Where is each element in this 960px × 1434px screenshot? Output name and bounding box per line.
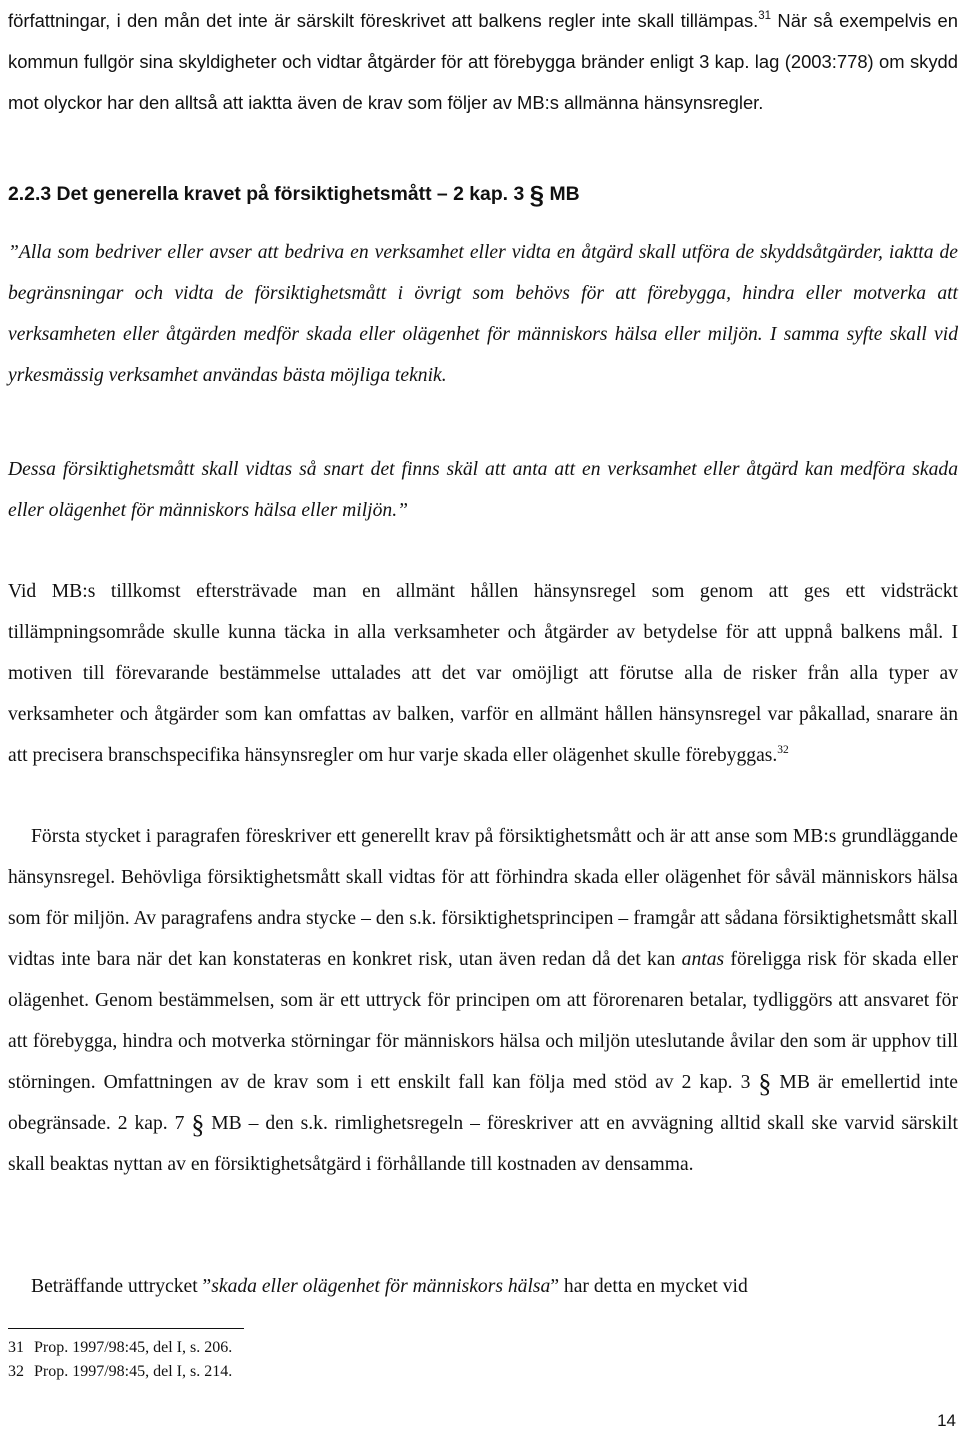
- footnote-ref-31[interactable]: 31: [758, 10, 772, 22]
- heading-text: 2.2.3 Det generella kravet på försiktighetsmått – 2 kap. 3: [8, 183, 530, 205]
- emphasis-text: antas: [681, 949, 725, 970]
- footnotes: [8, 1336, 232, 1384]
- paragraph-text: föreligga risk för skada eller olägenhet. Genom bestämmelsen, som är ett uttryck för principen om att förorenaren betalar, tydliggörs att ansvaret för att förebygga, hindra och motverka störningar för människors hälsa och miljön uteslutande åvilar den som är upphov till störningen. Omfattningen av de krav som i ett enskilt fall kan följa med stöd av 2 kap. 3: [8, 949, 958, 1093]
- paragraph-text: Första stycket i paragrafen föreskriver ett generellt krav på försiktighetsmått och är att anse som MB:s grundläggande hänsynsregel. Behövliga försiktighetsmått skall vidtas för att förhindra skada eller olägenhet för såväl människors hälsa som för miljön. Av paragrafens andra stycke – den s.k. försiktighetsprincipen – framgår att sådana försiktighetsmått skall vidtas inte bara när det kan konstateras en konkret risk, utan även redan då det kan: [8, 826, 958, 970]
- paragraph-text: När så exempelvis en kommun fullgör sina skyldigheter och vidtar åtgärder för att förebygga bränder enligt 3 kap. lag (2003:778) om skydd mot olyckor har den alltså att iaktta även de krav som följer av MB:s allmänna hänsynsregler.: [8, 10, 958, 113]
- body-paragraph-2: [8, 816, 958, 1185]
- body-paragraph-3: [8, 1266, 958, 1307]
- body-paragraph-1: [8, 571, 958, 776]
- footnote-divider: [8, 1328, 244, 1329]
- footnote-number: 32: [8, 1363, 24, 1380]
- section-heading: [8, 180, 580, 210]
- paragraph-text: MB är emellertid inte obegränsade. 2 kap. 7: [8, 1072, 958, 1134]
- quote-paragraph-1: ”Alla som bedriver eller avser att bedriva en verksamhet eller vidta en åtgärd skall utföra de skyddsåtgärder, iaktta de begränsningar och vidta de försiktighetsmått i övrigt som behövs för att förebygga, hindra eller motverka att verksamheten eller åtgärden medför skada eller olägenhet för människors hälsa eller miljön. I samma syfte skall vid yrkesmässig verksamhet användas bästa möjliga teknik.: [8, 242, 958, 386]
- section-sign: §: [191, 1110, 205, 1139]
- paragraph-text: Vid MB:s tillkomst eftersträvade man en allmänt hållen hänsynsregel som genom att ges ett vidsträckt tillämpningsområde skulle kunna täcka in alla verksamheter och åtgärder av betydelse för att uppnå balkens mål. I motiven till förevarande bestämmelse uttalades att det var omöjligt att förutse alla de risker från alla typer av verksamheter och åtgärder som kan omfattas av balken, varför en allmänt hållen hänsynsregel var påkallad, snarare än att precisera branschspecifika hänsynsregler om hur varje skada eller olägenhet skulle förebyggas.: [8, 581, 958, 766]
- paragraph-text: Beträffande uttrycket ”: [31, 1276, 212, 1297]
- paragraph-text: ” har detta en mycket vid: [550, 1276, 748, 1297]
- footnote-text: Prop. 1997/98:45, del I, s. 214.: [34, 1363, 233, 1380]
- paragraph-text: MB – den s.k. rimlighetsregeln – föreskriver att en avvägning alltid skall ske varvid särskilt skall beaktas nyttan av en försiktighetsåtgärd i förhållande till kostnaden av densamma.: [8, 1113, 958, 1175]
- section-sign: §: [758, 1069, 772, 1098]
- heading-text: MB: [544, 183, 580, 205]
- footnote-text: Prop. 1997/98:45, del I, s. 206.: [34, 1339, 233, 1356]
- footnote-number: 31: [8, 1339, 24, 1356]
- page-number: 14: [937, 1411, 956, 1430]
- section-sign: §: [529, 180, 545, 210]
- emphasis-text: skada eller olägenhet för människors hälsa: [211, 1276, 551, 1297]
- footnote-31: [8, 1336, 232, 1360]
- paragraph-text: författningar, i den mån det inte är särskilt föreskrivet att balkens regler inte skall tillämpas.: [8, 10, 759, 31]
- quote-paragraph-2: Dessa försiktighetsmått skall vidtas så snart det finns skäl att anta att en verksamhet eller åtgärd kan medföra skada eller olägenhet för människors hälsa eller miljön.”: [8, 459, 958, 521]
- footnote-32: [8, 1360, 232, 1384]
- footnote-ref-32[interactable]: 32: [777, 744, 789, 756]
- paragraph-intro: [8, 0, 958, 123]
